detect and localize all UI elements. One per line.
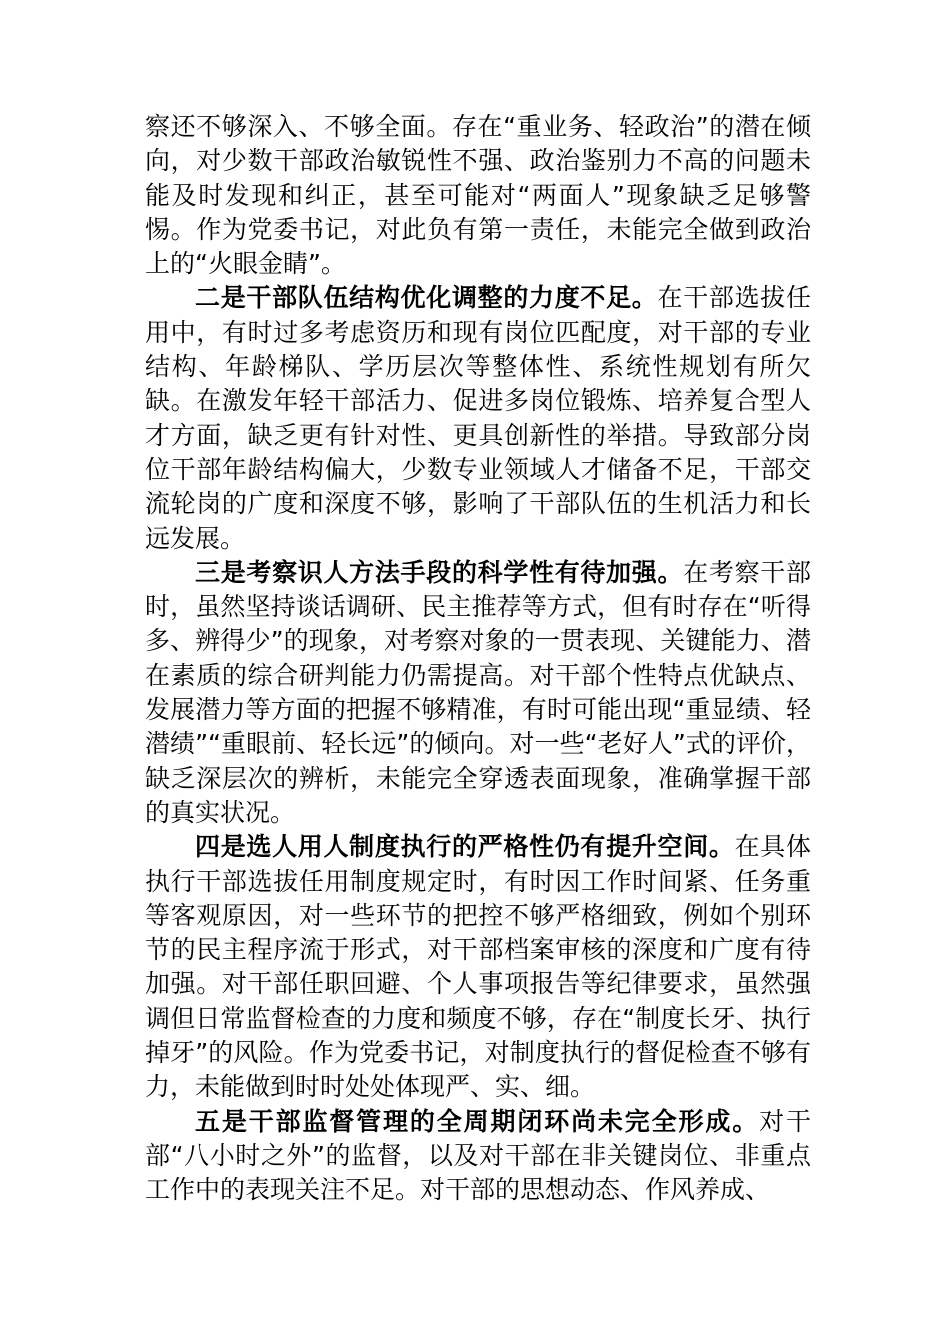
paragraph-body: 察还不够深入、不够全面。存在“重业务、轻政治”的潜在倾向，对少数干部政治敏锐性不强、政治鉴别力不高的问题未能及时发现和纠正，甚至可能对“两面人”现象缺乏足够警惕。作为党委书记，对此负有第一责任，未能完全做到政治上的“火眼金睛”。 <box>145 112 811 279</box>
paragraph-lead: 二是干部队伍结构优化调整的力度不足。 <box>195 283 658 313</box>
document-page <box>145 110 811 1208</box>
paragraph-body: 在考察干部时，虽然坚持谈话调研、民主推荐等方式，但有时存在“听得多、辨得少”的现象，对考察对象的一贯表现、关键能力、潜在素质的综合研判能力仍需提高。对干部个性特点优缺点、发展潜力等方面的把握不够精准，有时可能出现“重显绩、轻潜绩”“重眼前、轻长远”的倾向。对一些“老好人”式的评价，缺乏深层次的辨析，未能完全穿透表面现象，准确掌握干部的真实状况。 <box>145 557 811 827</box>
paragraph-lead: 五是干部监督管理的全周期闭环尚未完全形成。 <box>195 1106 760 1136</box>
paragraph-continuation <box>145 110 811 281</box>
paragraph-body: 在具体执行干部选拔任用制度规定时，有时因工作时间紧、任务重等客观原因，对一些环节的把控不够严格细致，例如个别环节的民主程序流于形式，对干部档案审核的深度和广度有待加强。对干部任职回避、个人事项报告等纪律要求，虽然强调但日常监督检查的力度和频度不够，存在“制度长牙、执行掉牙”的风险。作为党委书记，对制度执行的督促检查不够有力，未能做到时时处处体现严、实、细。 <box>145 832 811 1102</box>
paragraph-body: 在干部选拔任用中，有时过多考虑资历和现有岗位匹配度，对干部的专业结构、年龄梯队、学历层次等整体性、系统性规划有所欠缺。在激发年轻干部活力、促进多岗位锻炼、培养复合型人才方面，缺乏更有针对性、更具创新性的举措。导致部分岗位干部年龄结构偏大，少数专业领域人才储备不足，干部交流轮岗的广度和深度不够，影响了干部队伍的生机活力和长远发展。 <box>145 283 811 553</box>
paragraph-body: 对干部“八小时之外”的监督，以及对干部在非关键岗位、非重点工作中的表现关注不足。对干部的思想动态、作风养成、 <box>145 1106 811 1205</box>
paragraph-lead: 四是选人用人制度执行的严格性仍有提升空间。 <box>195 832 735 862</box>
paragraph-lead: 三是考察识人方法手段的科学性有待加强。 <box>195 557 684 587</box>
paragraph-point-five <box>145 1105 811 1208</box>
paragraph-point-two <box>145 281 811 555</box>
paragraph-point-three <box>145 556 811 830</box>
paragraph-point-four <box>145 830 811 1104</box>
